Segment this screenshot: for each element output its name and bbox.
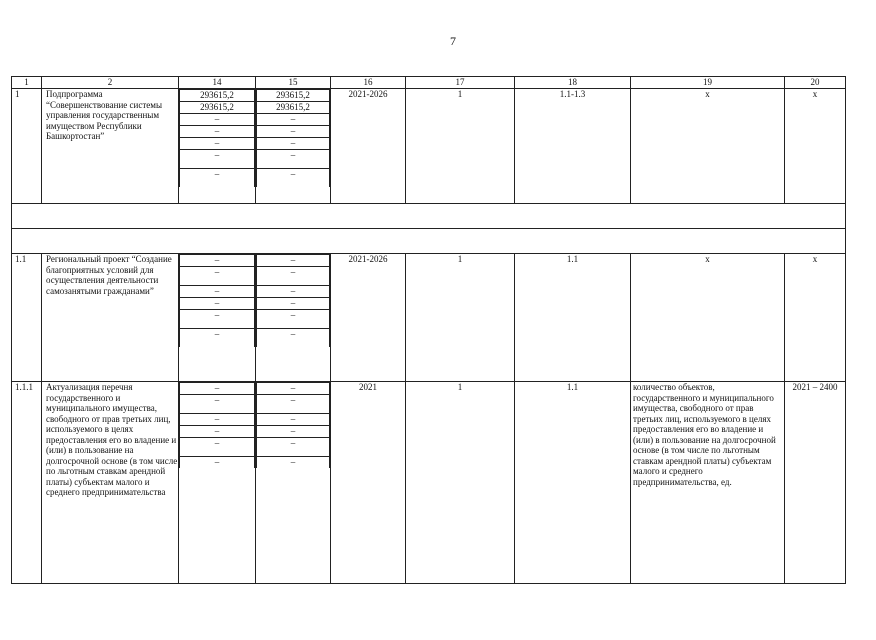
header-cell: 16 [331, 77, 406, 89]
header-cell: 14 [179, 77, 256, 89]
period-cell: 2021 [331, 382, 406, 584]
funding-value: – [180, 414, 255, 426]
table-row [12, 89, 846, 204]
row-number: 1.1 [12, 254, 42, 382]
funding-value: – [180, 169, 255, 188]
funding-value: – [180, 310, 255, 329]
funding-value: – [180, 395, 255, 414]
col18-cell: 1.1 [515, 382, 631, 584]
empty-row [12, 229, 846, 254]
indicator-cell: x [631, 89, 785, 204]
value-cell: x [785, 254, 846, 382]
row-name: Актуализация перечня государственного и муниципального имущества, свободного от прав третьих лиц, используемого в целях предоставления его во владение и (или) в пользование на долгосрочной основе (в том числе по льготным ставкам арендной платы) субъектам малого и среднего предпринимательства [42, 382, 179, 584]
funding-value: – [257, 126, 330, 138]
col17-cell: 1 [406, 254, 515, 382]
col17-cell: 1 [406, 89, 515, 204]
funding-value: 293615,2 [257, 102, 330, 114]
funding-value: – [257, 414, 330, 426]
program-table [11, 76, 846, 584]
funding-value: – [257, 267, 330, 286]
row-name: Подпрограмма “Совершенствование системы управления государственным имуществом Республики Башкортостан” [42, 89, 179, 204]
funding-value: – [257, 286, 330, 298]
header-cell: 1 [12, 77, 42, 89]
funding-value: – [180, 383, 255, 395]
funding-value: – [180, 267, 255, 286]
funding-value: – [180, 457, 255, 469]
header-cell: 20 [785, 77, 846, 89]
funding-value: 293615,2 [180, 90, 255, 102]
funding-value: – [257, 114, 330, 126]
funding-value: – [257, 310, 330, 329]
indicator-cell: x [631, 254, 785, 382]
row-name: Региональный проект “Создание благоприятных условий для осуществления деятельности самозанятыми гражданами” [42, 254, 179, 382]
funding-value: – [257, 426, 330, 438]
funding-value: – [257, 329, 330, 348]
funding-value: – [180, 438, 255, 457]
funding-value: – [257, 138, 330, 150]
funding-cell [179, 89, 256, 204]
header-cell: 19 [631, 77, 785, 89]
funding-value: – [257, 169, 330, 188]
funding-value: – [180, 286, 255, 298]
funding-cell [179, 382, 256, 584]
header-cell: 2 [42, 77, 179, 89]
funding-value: – [257, 457, 330, 469]
funding-value: – [180, 255, 255, 267]
col17-cell: 1 [406, 382, 515, 584]
col18-cell: 1.1 [515, 254, 631, 382]
indicator-cell: количество объектов, государственного и муниципального имущества, свободного от прав третьих лиц, используемого в целях предоставления его во владение и (или) в пользование на долгосрочной основе (в том числе по льготным ставкам арендной платы) субъектам малого и среднего предпринимательства, ед. [631, 382, 785, 584]
row-number: 1 [12, 89, 42, 204]
funding-value: – [180, 426, 255, 438]
header-cell: 18 [515, 77, 631, 89]
funding-value: 293615,2 [257, 90, 330, 102]
funding-value: – [257, 298, 330, 310]
funding-value: – [257, 255, 330, 267]
funding-value: – [257, 150, 330, 169]
funding-cell [256, 382, 331, 584]
period-cell: 2021-2026 [331, 254, 406, 382]
funding-cell [256, 89, 331, 204]
header-row [12, 77, 846, 89]
funding-value: – [180, 150, 255, 169]
funding-value: – [257, 438, 330, 457]
header-cell: 17 [406, 77, 515, 89]
value-cell: 2021 – 2400 [785, 382, 846, 584]
funding-cell [256, 254, 331, 382]
funding-value: – [180, 114, 255, 126]
header-cell: 15 [256, 77, 331, 89]
row-number: 1.1.1 [12, 382, 42, 584]
funding-value: – [180, 298, 255, 310]
period-cell: 2021-2026 [331, 89, 406, 204]
table-row [12, 382, 846, 584]
funding-value: 293615,2 [180, 102, 255, 114]
funding-cell [179, 254, 256, 382]
table-row [12, 254, 846, 382]
funding-value: – [180, 126, 255, 138]
col18-cell: 1.1-1.3 [515, 89, 631, 204]
funding-value: – [257, 395, 330, 414]
value-cell: x [785, 89, 846, 204]
page-number: 7 [450, 34, 456, 48]
funding-value: – [180, 329, 255, 348]
empty-row [12, 204, 846, 229]
funding-value: – [180, 138, 255, 150]
funding-value: – [257, 383, 330, 395]
